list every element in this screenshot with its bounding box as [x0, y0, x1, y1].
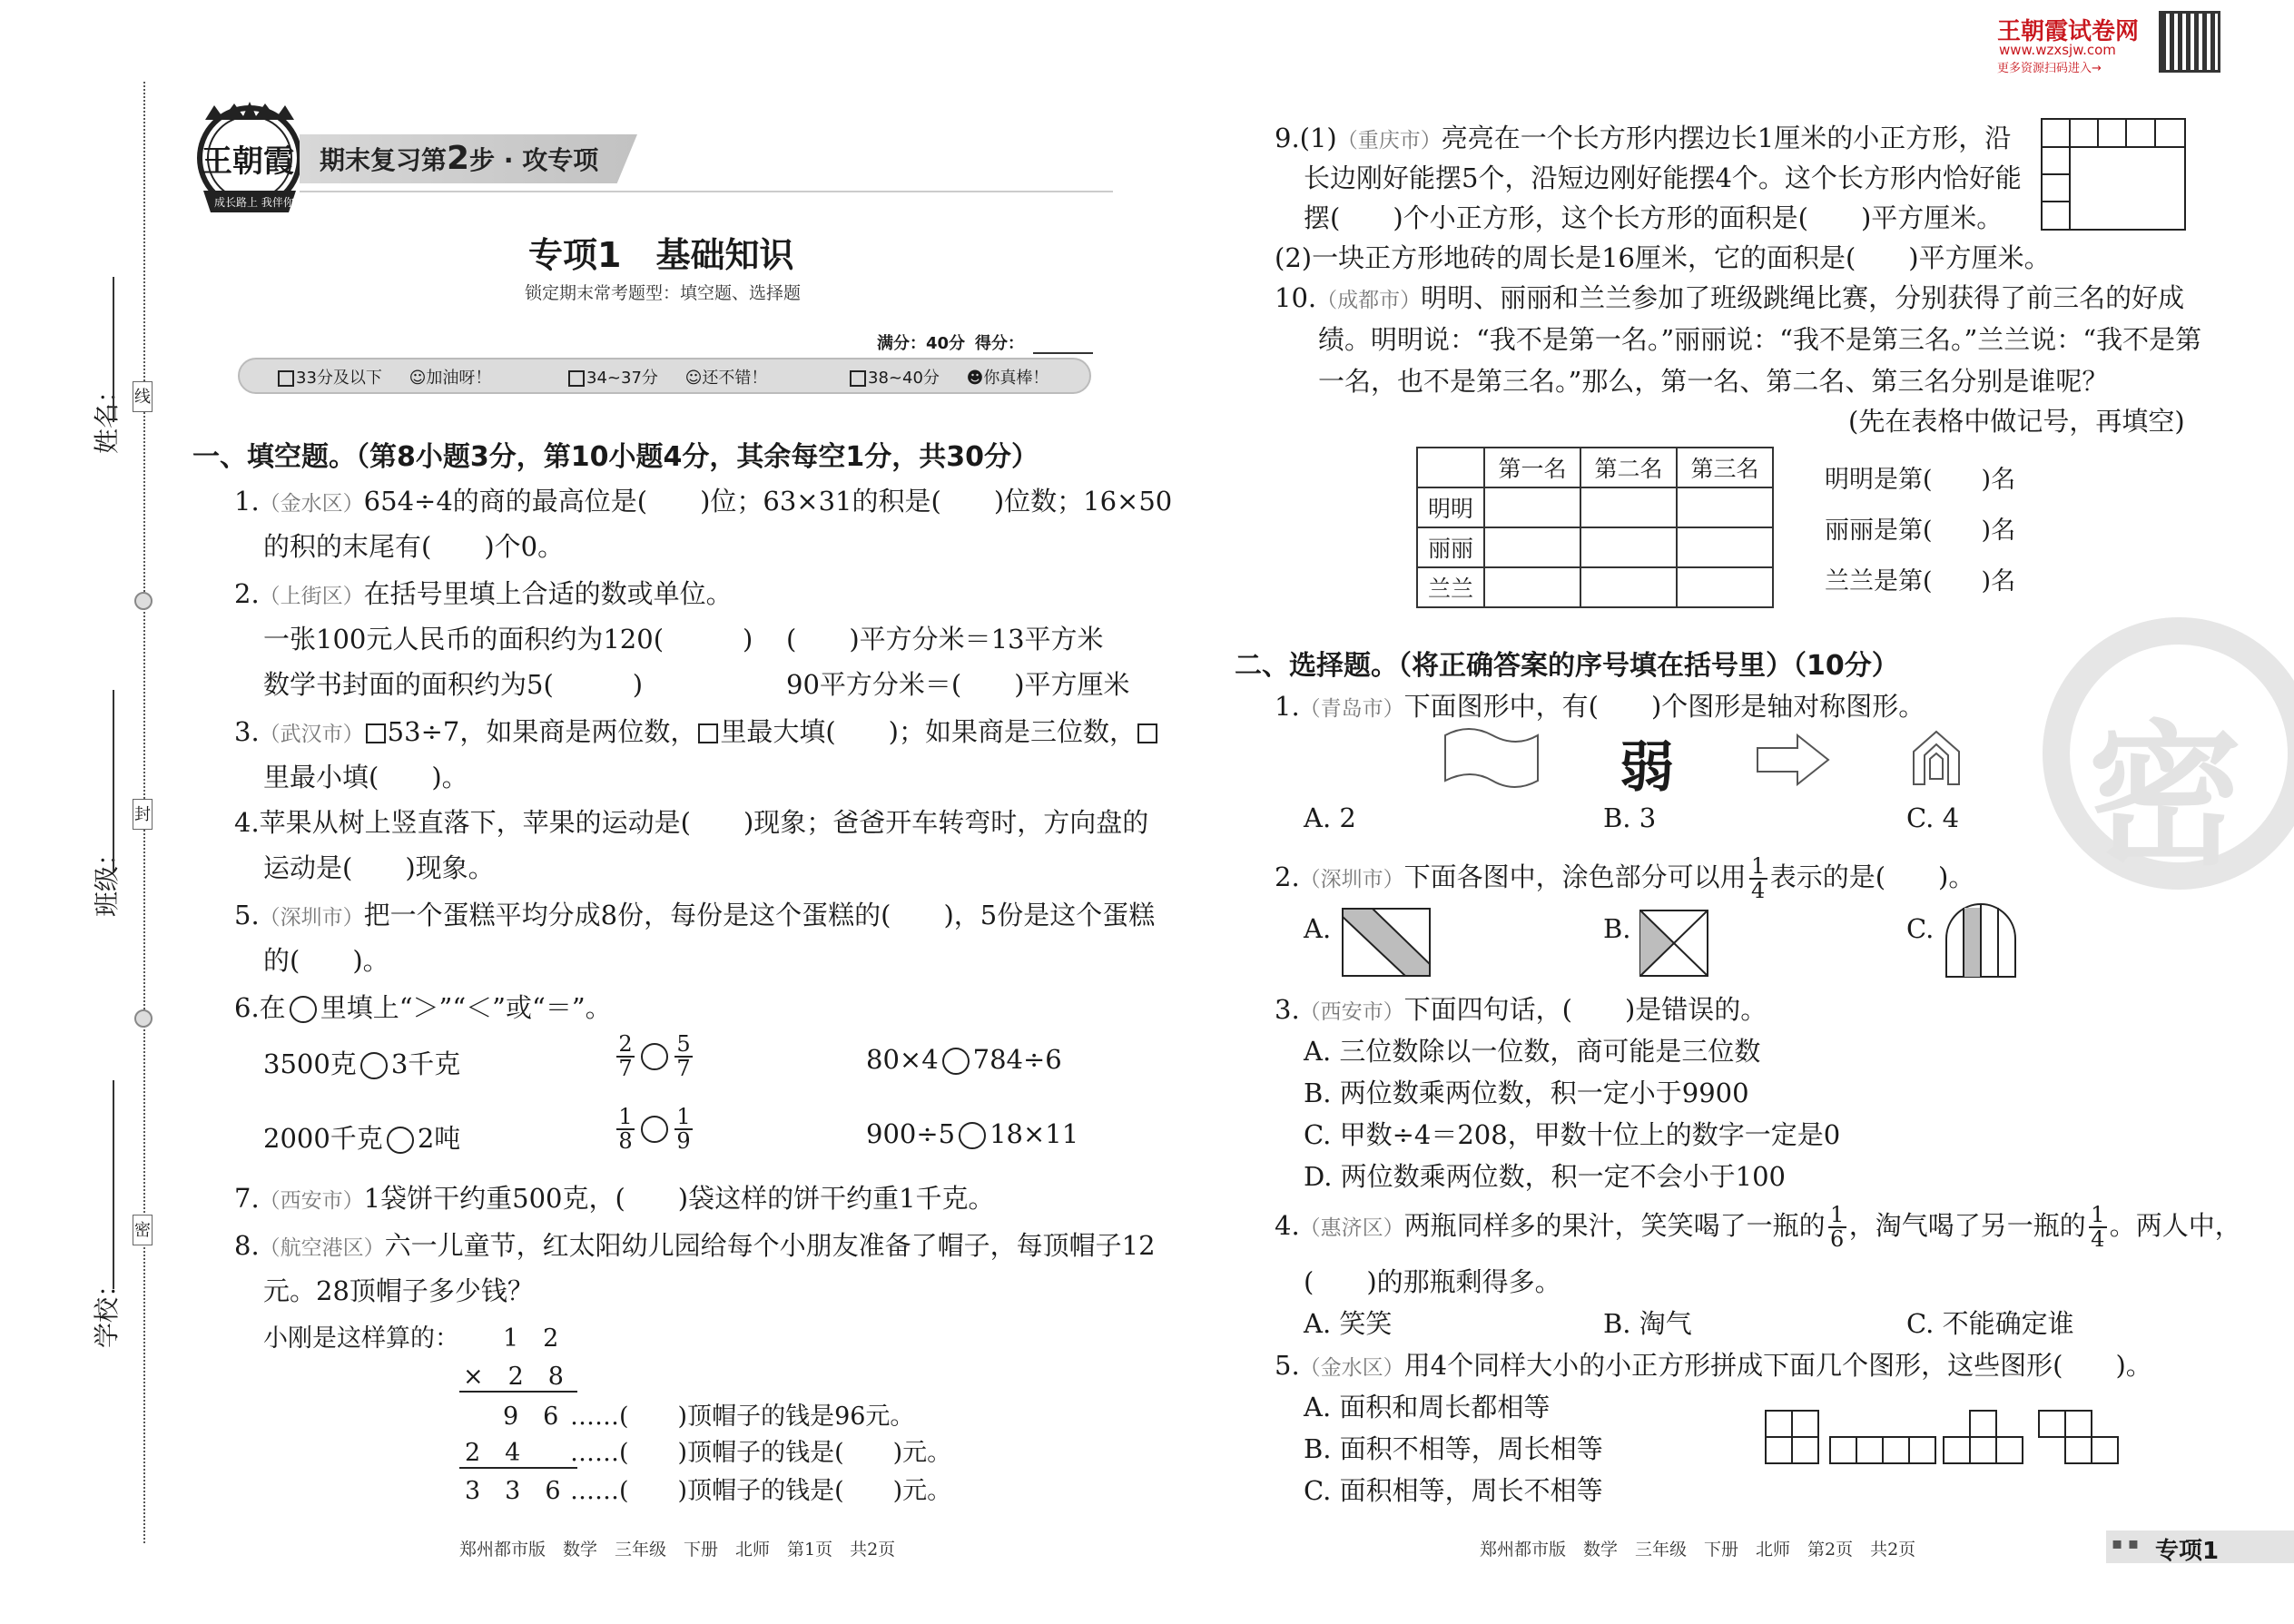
q8-number: 8. [234, 1230, 260, 1261]
q1-line2: 的积的末尾有( )个0。 [263, 531, 565, 562]
page-title: 专项1 基础知识 [528, 235, 794, 275]
fraction: $\frac{1}{4}$ [1749, 855, 1767, 902]
compare-circle-icon[interactable] [387, 1127, 414, 1154]
binding-mark-line: 线 [133, 381, 153, 412]
c4-option-b[interactable]: B. 淘气 [1603, 1308, 1692, 1339]
c2-line1 [1275, 855, 1974, 902]
brand-name: 王朝霞试卷网 [1997, 18, 2140, 45]
q7-line1 [234, 1178, 995, 1216]
cheer-face-icon: ☺ [409, 369, 427, 388]
table-cell[interactable] [1484, 567, 1580, 607]
q7-number: 7. [234, 1183, 260, 1214]
q2-item-a: 一张100元人民币的面积约为120( ) [263, 624, 753, 655]
q10-line2: 绩。明明说：“我不是第一名。”丽丽说：“我不是第三名。”兰兰说：“我不是第 [1318, 324, 2202, 355]
c3-number: 3. [1275, 994, 1300, 1025]
footer-left: 郑州都市版 数学 三年级 下册 北师 第1页 共2页 [459, 1540, 896, 1560]
q6-value: 2吨 [417, 1123, 461, 1154]
c5-text: 用4个同样大小的小正方形拼成下面几个图形，这些图形( )。 [1403, 1350, 2152, 1381]
table-row [1417, 567, 1773, 607]
table-cell[interactable] [1677, 487, 1773, 527]
table-cell[interactable] [1677, 567, 1773, 607]
score-full: 满分：40分 [877, 334, 966, 353]
q1-source: （金水区） [259, 492, 364, 516]
q6-text-a: 在 [259, 992, 286, 1023]
q10-answer-2: 丽丽是第( )名 [1825, 517, 2016, 545]
q2-source: （上街区） [259, 585, 364, 608]
q6-value: 3500克 [263, 1048, 357, 1079]
calc-divider [459, 1391, 577, 1393]
q9-part1: (1) [1299, 123, 1337, 153]
table-row-header: 明明 [1417, 487, 1484, 527]
part2-title: 二、选择题。（将正确答案的序号填在括号里）（10分） [1235, 650, 1899, 682]
q9-source: （重庆市） [1336, 129, 1442, 153]
q4-line2: 运动是( )现象。 [263, 852, 495, 883]
q2-item-b: ( )平方分米＝13平方米 [786, 624, 1104, 655]
q6-value: 900÷5 [866, 1118, 956, 1149]
q6-value: 2000千克 [263, 1123, 383, 1154]
brand-url: www.wzxsjw.com [1999, 42, 2116, 58]
striped-square-figure [1342, 908, 1431, 977]
c2-text-b: 表示的是( )。 [1769, 861, 1975, 893]
footer-tag: 专项1 [2155, 1538, 2220, 1565]
q2-number: 2. [234, 578, 260, 609]
blank-square-icon [698, 723, 718, 743]
blank-square-icon [366, 723, 386, 743]
fraction: $\frac{1}{9}$ [674, 1106, 693, 1153]
q10-line4: (先在表格中做记号，再填空) [1848, 406, 2185, 437]
c4-text-c: 。两人中， [2109, 1210, 2241, 1242]
school-field-line [113, 1080, 114, 1289]
banner-suffix: 步 · 攻专项 [469, 145, 599, 175]
c4-line1 [1275, 1204, 2241, 1251]
compare-circle-icon [290, 996, 317, 1023]
watermark-text: 密 [2088, 707, 2243, 887]
c5-number: 5. [1275, 1350, 1300, 1381]
table-row-header: 丽丽 [1417, 527, 1484, 567]
c4-source: （惠济区） [1299, 1216, 1404, 1241]
table-cell[interactable] [1677, 527, 1773, 567]
page-subtitle: 锁定期末常考题型：填空题、选择题 [525, 283, 802, 303]
c2-option-b[interactable]: B. [1603, 913, 1631, 944]
score-got-field [1033, 352, 1093, 354]
c4-line2: ( )的那瓶剩得多。 [1304, 1266, 1561, 1297]
c5-line1 [1275, 1345, 2152, 1383]
ranking-table [1416, 447, 1774, 608]
q8-line1 [234, 1225, 1156, 1263]
c4-text-b: ，淘气喝了另一瓶的 [1848, 1210, 2086, 1242]
footer-right: 郑州都市版 数学 三年级 下册 北师 第2页 共2页 [1480, 1540, 1916, 1560]
arrow-right-figure [1756, 733, 1830, 786]
square-tiling-figure [1765, 1409, 2124, 1465]
compare-circle-icon[interactable] [641, 1043, 668, 1070]
compare-circle-icon[interactable] [942, 1048, 970, 1075]
c2-option-c[interactable]: C. [1906, 913, 1935, 944]
q1-text: 654÷4的商的最高位是( )位；63×31的积是( )位数；16×50 [363, 486, 1173, 517]
c2-option-a[interactable]: A. [1304, 913, 1332, 944]
table-row [1417, 487, 1773, 527]
q9-line4: (2)一块正方形地砖的周长是16厘米，它的面积是( )平方厘米。 [1275, 242, 2051, 273]
q6-text-b: 里填上“＞”“＜”或“＝”。 [320, 992, 612, 1023]
table-row [1417, 527, 1773, 567]
q5-line2: 的( )。 [263, 945, 389, 976]
logo-symbol-figure [1906, 728, 1966, 788]
q10-number: 10. [1275, 282, 1317, 313]
calc-note-3: ……( )顶帽子的钱是( )元。 [570, 1477, 952, 1505]
c3-source: （西安市） [1299, 1000, 1404, 1024]
logo-subtext: 成长路上 我伴你 [214, 196, 294, 209]
q6-row1-a [263, 1044, 460, 1081]
crossed-square-figure [1639, 910, 1708, 977]
qr-code-icon[interactable] [2159, 11, 2220, 73]
q10-answer-3: 兰兰是第( )名 [1825, 567, 2016, 595]
c3-option-d[interactable]: D. 两位数乘两位数，积一定不会小于100 [1304, 1161, 1787, 1192]
c5-option-a[interactable]: A. 面积和周长都相等 [1304, 1392, 1551, 1422]
part1-title: 一、填空题。（第8小题3分，第10小题4分，其余每空1分，共30分） [192, 441, 1039, 473]
rating-note: 还不错！ [702, 369, 768, 388]
rating-checkbox[interactable] [278, 370, 294, 387]
c1-text: 下面图形中，有( )个图形是轴对称图形。 [1403, 691, 1925, 722]
rating-box-label: 33分及以下 [296, 369, 382, 388]
star-face-icon: ☻ [966, 369, 984, 388]
c2-number: 2. [1275, 861, 1300, 893]
rating-box-label: 38~40分 [868, 369, 940, 388]
table-cell[interactable] [1580, 487, 1677, 527]
table-row-header: 兰兰 [1417, 567, 1484, 607]
q3-line1 [234, 712, 1159, 749]
calc-divider [459, 1467, 577, 1469]
q3-source: （武汉市） [259, 723, 364, 746]
q10-line3: 一名，也不是第三名。”那么，第一名、第二名、第三名分别是谁呢？ [1318, 366, 2109, 397]
q3-text-a: 53÷7，如果商是两位数， [387, 716, 697, 747]
fraction: $\frac{1}{6}$ [1828, 1204, 1846, 1251]
table-cell[interactable] [1484, 487, 1580, 527]
c1-number: 1. [1275, 691, 1300, 722]
compare-circle-icon[interactable] [959, 1122, 986, 1149]
c5-option-b[interactable]: B. 面积不相等，周长相等 [1304, 1433, 1603, 1464]
rating-item-1 [276, 365, 491, 389]
q6-row1-c [866, 1044, 1062, 1075]
q2-text: 在括号里填上合适的数或单位。 [363, 578, 733, 609]
c2-source: （深圳市） [1299, 868, 1404, 892]
school-label: 学校： [92, 1271, 122, 1348]
rating-note: 你真棒！ [983, 369, 1049, 388]
header-banner-text [320, 140, 598, 177]
binding-mark-seal: 封 [133, 799, 153, 830]
wave-flag-figure [1442, 726, 1541, 790]
rating-item-3 [848, 365, 1049, 389]
binding-hole-icon [134, 592, 153, 610]
q4-line1 [234, 802, 1148, 840]
c3-option-b[interactable]: B. 两位数乘两位数，积一定小于9900 [1304, 1078, 1749, 1108]
fraction: $\frac{1}{8}$ [616, 1106, 635, 1153]
brand-logo-badge [187, 102, 312, 220]
q10-source: （成都市） [1316, 289, 1422, 312]
calc-note-1: ……( )顶帽子的钱是96元。 [570, 1403, 915, 1431]
table-header-cell: 第一名 [1484, 448, 1580, 487]
q6-row1-b [614, 1033, 695, 1080]
q6-row2-c [866, 1118, 1078, 1149]
q6-row2-a [263, 1118, 460, 1156]
q1-line1 [234, 481, 1172, 518]
rating-note: 加油呀！ [426, 369, 492, 388]
q3-text-b: 里最大填( )；如果商是三位数， [720, 716, 1136, 747]
q9-line1 [1275, 118, 2011, 155]
name-label: 姓名： [92, 377, 122, 454]
c4-option-a[interactable]: A. 笑笑 [1304, 1308, 1393, 1339]
c3-option-c[interactable]: C. 甲数÷4＝208，甲数十位上的数字一定是0 [1304, 1119, 1841, 1150]
c3-line1 [1275, 989, 1767, 1027]
c1-line1 [1275, 686, 1925, 723]
q10-answer-1: 明明是第( )名 [1825, 466, 2016, 494]
rating-checkbox[interactable] [850, 370, 866, 387]
banner-prefix: 期末复习第 [320, 145, 448, 175]
q6-value: 784÷6 [972, 1044, 1062, 1075]
logo-text: 王朝霞 [202, 143, 294, 180]
fraction: $\frac{2}{7}$ [616, 1033, 635, 1080]
class-field-line [113, 690, 114, 871]
q9-number: 9. [1275, 123, 1300, 153]
q4-number: 4. [234, 807, 260, 838]
q9-line3: 摆( )个小正方形，这个长方形的面积是( )平方厘米。 [1304, 202, 2004, 233]
q2-item-c: 数学书封面的面积约为5( ) [263, 669, 644, 700]
table-cell[interactable] [1580, 567, 1677, 607]
table-row [1417, 448, 1773, 487]
rating-box-label: 34~37分 [586, 369, 658, 388]
banner-step: 2 [447, 140, 470, 177]
c3-option-a[interactable]: A. 三位数除以一位数，商可能是三位数 [1304, 1036, 1761, 1067]
q8-line3: 小刚是这样算的： [263, 1324, 459, 1353]
q10-line1 [1275, 278, 2184, 315]
q6-row2-b [614, 1106, 695, 1153]
c1-option-c[interactable]: C. 4 [1906, 802, 1960, 833]
table-header-cell: 第二名 [1580, 448, 1677, 487]
q5-text: 把一个蛋糕平均分成8份，每份是这个蛋糕的( )，5份是这个蛋糕 [363, 900, 1156, 930]
arch-figure [1944, 902, 2017, 979]
q9-line2: 长边刚好能摆5个，沿短边刚好能摆4个。这个长方形内恰好能 [1304, 162, 2022, 193]
q8-line2: 元。28顶帽子多少钱？ [263, 1275, 534, 1306]
binding-mark-secret: 密 [133, 1215, 153, 1245]
c5-option-c[interactable]: C. 面积相等，周长不相等 [1304, 1475, 1603, 1506]
q2-line1 [234, 574, 733, 611]
fraction: $\frac{1}{4}$ [2089, 1204, 2107, 1251]
compare-circle-icon[interactable] [641, 1116, 668, 1143]
rectangle-grid-figure [2041, 118, 2186, 231]
q6-value: 3千克 [390, 1048, 461, 1079]
q5-source: （深圳市） [259, 906, 364, 930]
c3-text: 下面四句话，( )是错误的。 [1403, 994, 1767, 1025]
rating-item-2 [566, 365, 767, 389]
q5-line1 [234, 895, 1155, 932]
blank-square-icon [1137, 723, 1157, 743]
q8-text: 六一儿童节，红太阳幼儿园给每个小朋友准备了帽子，每顶帽子12 [384, 1230, 1156, 1261]
q1-number: 1. [234, 486, 260, 517]
calc-row-1: 1 2 [503, 1324, 559, 1353]
table-corner-cell [1417, 448, 1484, 487]
c2-text-a: 下面各图中，涂色部分可以用 [1403, 861, 1747, 893]
c4-option-c[interactable]: C. 不能确定谁 [1906, 1308, 2074, 1339]
c4-number: 4. [1275, 1210, 1300, 1242]
rating-checkbox[interactable] [568, 370, 585, 387]
q8-source: （航空港区） [259, 1236, 385, 1260]
q9-text: 亮亮在一个长方形内摆边长1厘米的小正方形，沿 [1441, 123, 2012, 153]
header-rule [300, 191, 1113, 192]
q3-number: 3. [234, 716, 260, 747]
c1-option-a[interactable]: A. 2 [1304, 802, 1356, 833]
table-cell[interactable] [1580, 527, 1677, 567]
q5-number: 5. [234, 900, 260, 930]
fraction: $\frac{5}{7}$ [674, 1033, 693, 1080]
c1-glyph-figure: 弱 [1620, 736, 1674, 800]
score-got-label: 得分： [975, 334, 1024, 353]
q2-item-d: 90平方分米＝( )平方厘米 [786, 669, 1130, 700]
calc-row-5: 3 3 6 [465, 1477, 561, 1505]
binding-hole-icon [134, 1009, 153, 1028]
q10-text: 明明、丽丽和兰兰参加了班级跳绳比赛，分别获得了前三名的好成 [1421, 282, 2185, 313]
c5-source: （金水区） [1299, 1356, 1404, 1380]
table-header-cell: 第三名 [1677, 448, 1773, 487]
c1-option-b[interactable]: B. 3 [1603, 802, 1657, 833]
q4-text: 苹果从树上竖直落下，苹果的运动是( )现象；爸爸开车转弯时，方向盘的 [259, 807, 1149, 838]
smile-face-icon: ☺ [684, 369, 703, 388]
class-label: 班级： [92, 840, 122, 917]
c1-source: （青岛市） [1299, 697, 1404, 721]
footer-tag-dots-icon: ▪ ▪ [2112, 1534, 2140, 1553]
q6-value: 80×4 [866, 1044, 939, 1075]
q3-line2: 里最小填( )。 [263, 762, 468, 792]
brand-tip: 更多资源扫码进入→ [1997, 62, 2102, 75]
calc-row-3: 9 6 [503, 1403, 559, 1431]
calc-note-2: ……( )顶帽子的钱是( )元。 [570, 1439, 952, 1467]
q6-line1 [234, 988, 612, 1025]
q7-source: （西安市） [259, 1189, 364, 1213]
calc-row-2: × 2 8 [463, 1363, 564, 1391]
compare-circle-icon[interactable] [360, 1052, 388, 1079]
calc-row-4: 2 4 [465, 1439, 521, 1467]
q6-number: 6. [234, 992, 260, 1023]
c4-text-a: 两瓶同样多的果汁，笑笑喝了一瓶的 [1403, 1210, 1826, 1242]
q6-value: 18×11 [989, 1118, 1079, 1149]
table-cell[interactable] [1484, 527, 1580, 567]
name-field-line [113, 277, 114, 422]
q7-text: 1袋饼干约重500克，( )袋这样的饼干约重1千克。 [363, 1183, 995, 1214]
